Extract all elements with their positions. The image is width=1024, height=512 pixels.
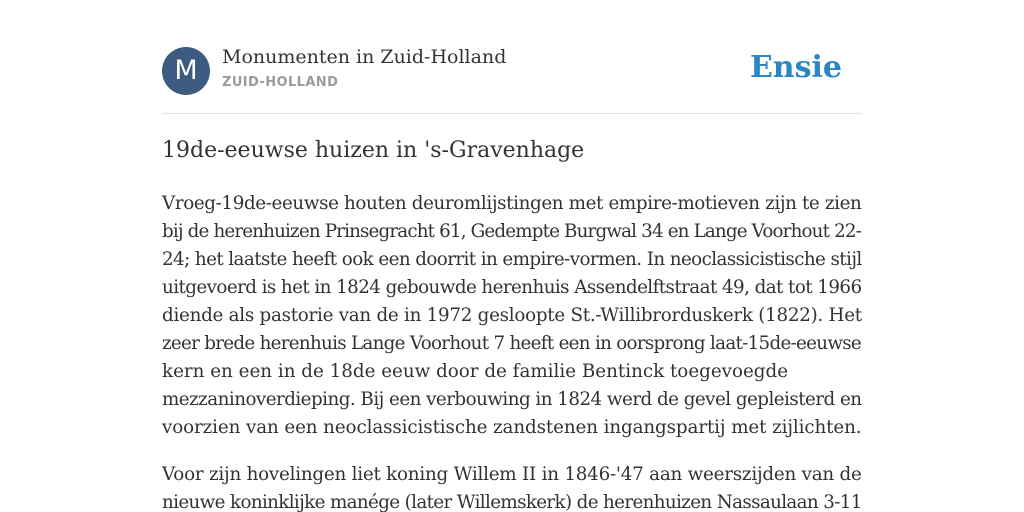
source-avatar[interactable]: M (162, 47, 210, 95)
paragraph-line: zeer brede herenhuis Lange Voorhout 7 heeft een in oorsprong laat-15de-eeuwse (162, 333, 862, 354)
paragraph-line: diende als pastorie van de in 1972 gesloopte St.-Willibrorduskerk (1822). Het (162, 305, 862, 326)
paragraph-line: mezzaninoverdieping. Bij een verbouwing in 1824 werd de gevel gepleisterd en (162, 389, 862, 410)
article-body (162, 190, 862, 512)
paragraph-line: Vroeg-19de-eeuwse houten deuromlijstingen met empire-motieven zijn te zien (162, 193, 862, 214)
paragraph-line: nieuwe koninklijke manége (later Willemskerk) de herenhuizen Nassaulaan 3-11 (162, 492, 862, 512)
brand-logo-link[interactable]: Ensie (749, 50, 842, 85)
source-title-link[interactable]: Monumenten in Zuid-Holland (222, 46, 507, 68)
paragraph-line: bij de herenhuizen Prinsegracht 61, Gedempte Burgwal 34 en Lange Voorhout 22- (162, 221, 861, 242)
source-header (162, 46, 862, 96)
paragraph-line: 24; het laatste heeft ook een doorrit in empire-vormen. In neoclassicistische stijl (162, 249, 862, 270)
header-divider (162, 113, 862, 114)
paragraph-line: uitgevoerd is het in 1824 gebouwde herenhuis Assendelftstraat 49, dat tot 1966 (162, 277, 862, 298)
source-subtitle: ZUID-HOLLAND (222, 75, 339, 90)
article-paragraph (162, 461, 862, 512)
paragraph-line: Voor zijn hovelingen liet koning Willem II in 1846-'47 aan weerszijden van de (162, 464, 862, 485)
paragraph-line: kern en een in de 18de eeuw door de familie Bentinck toegevoegde (162, 361, 789, 382)
article-title: 19de-eeuwse huizen in 's-Gravenhage (162, 138, 585, 163)
paragraph-line: voorzien van een neoclassicistische zandstenen ingangspartij met zijlichten. (162, 417, 862, 438)
article-paragraph (162, 190, 862, 442)
